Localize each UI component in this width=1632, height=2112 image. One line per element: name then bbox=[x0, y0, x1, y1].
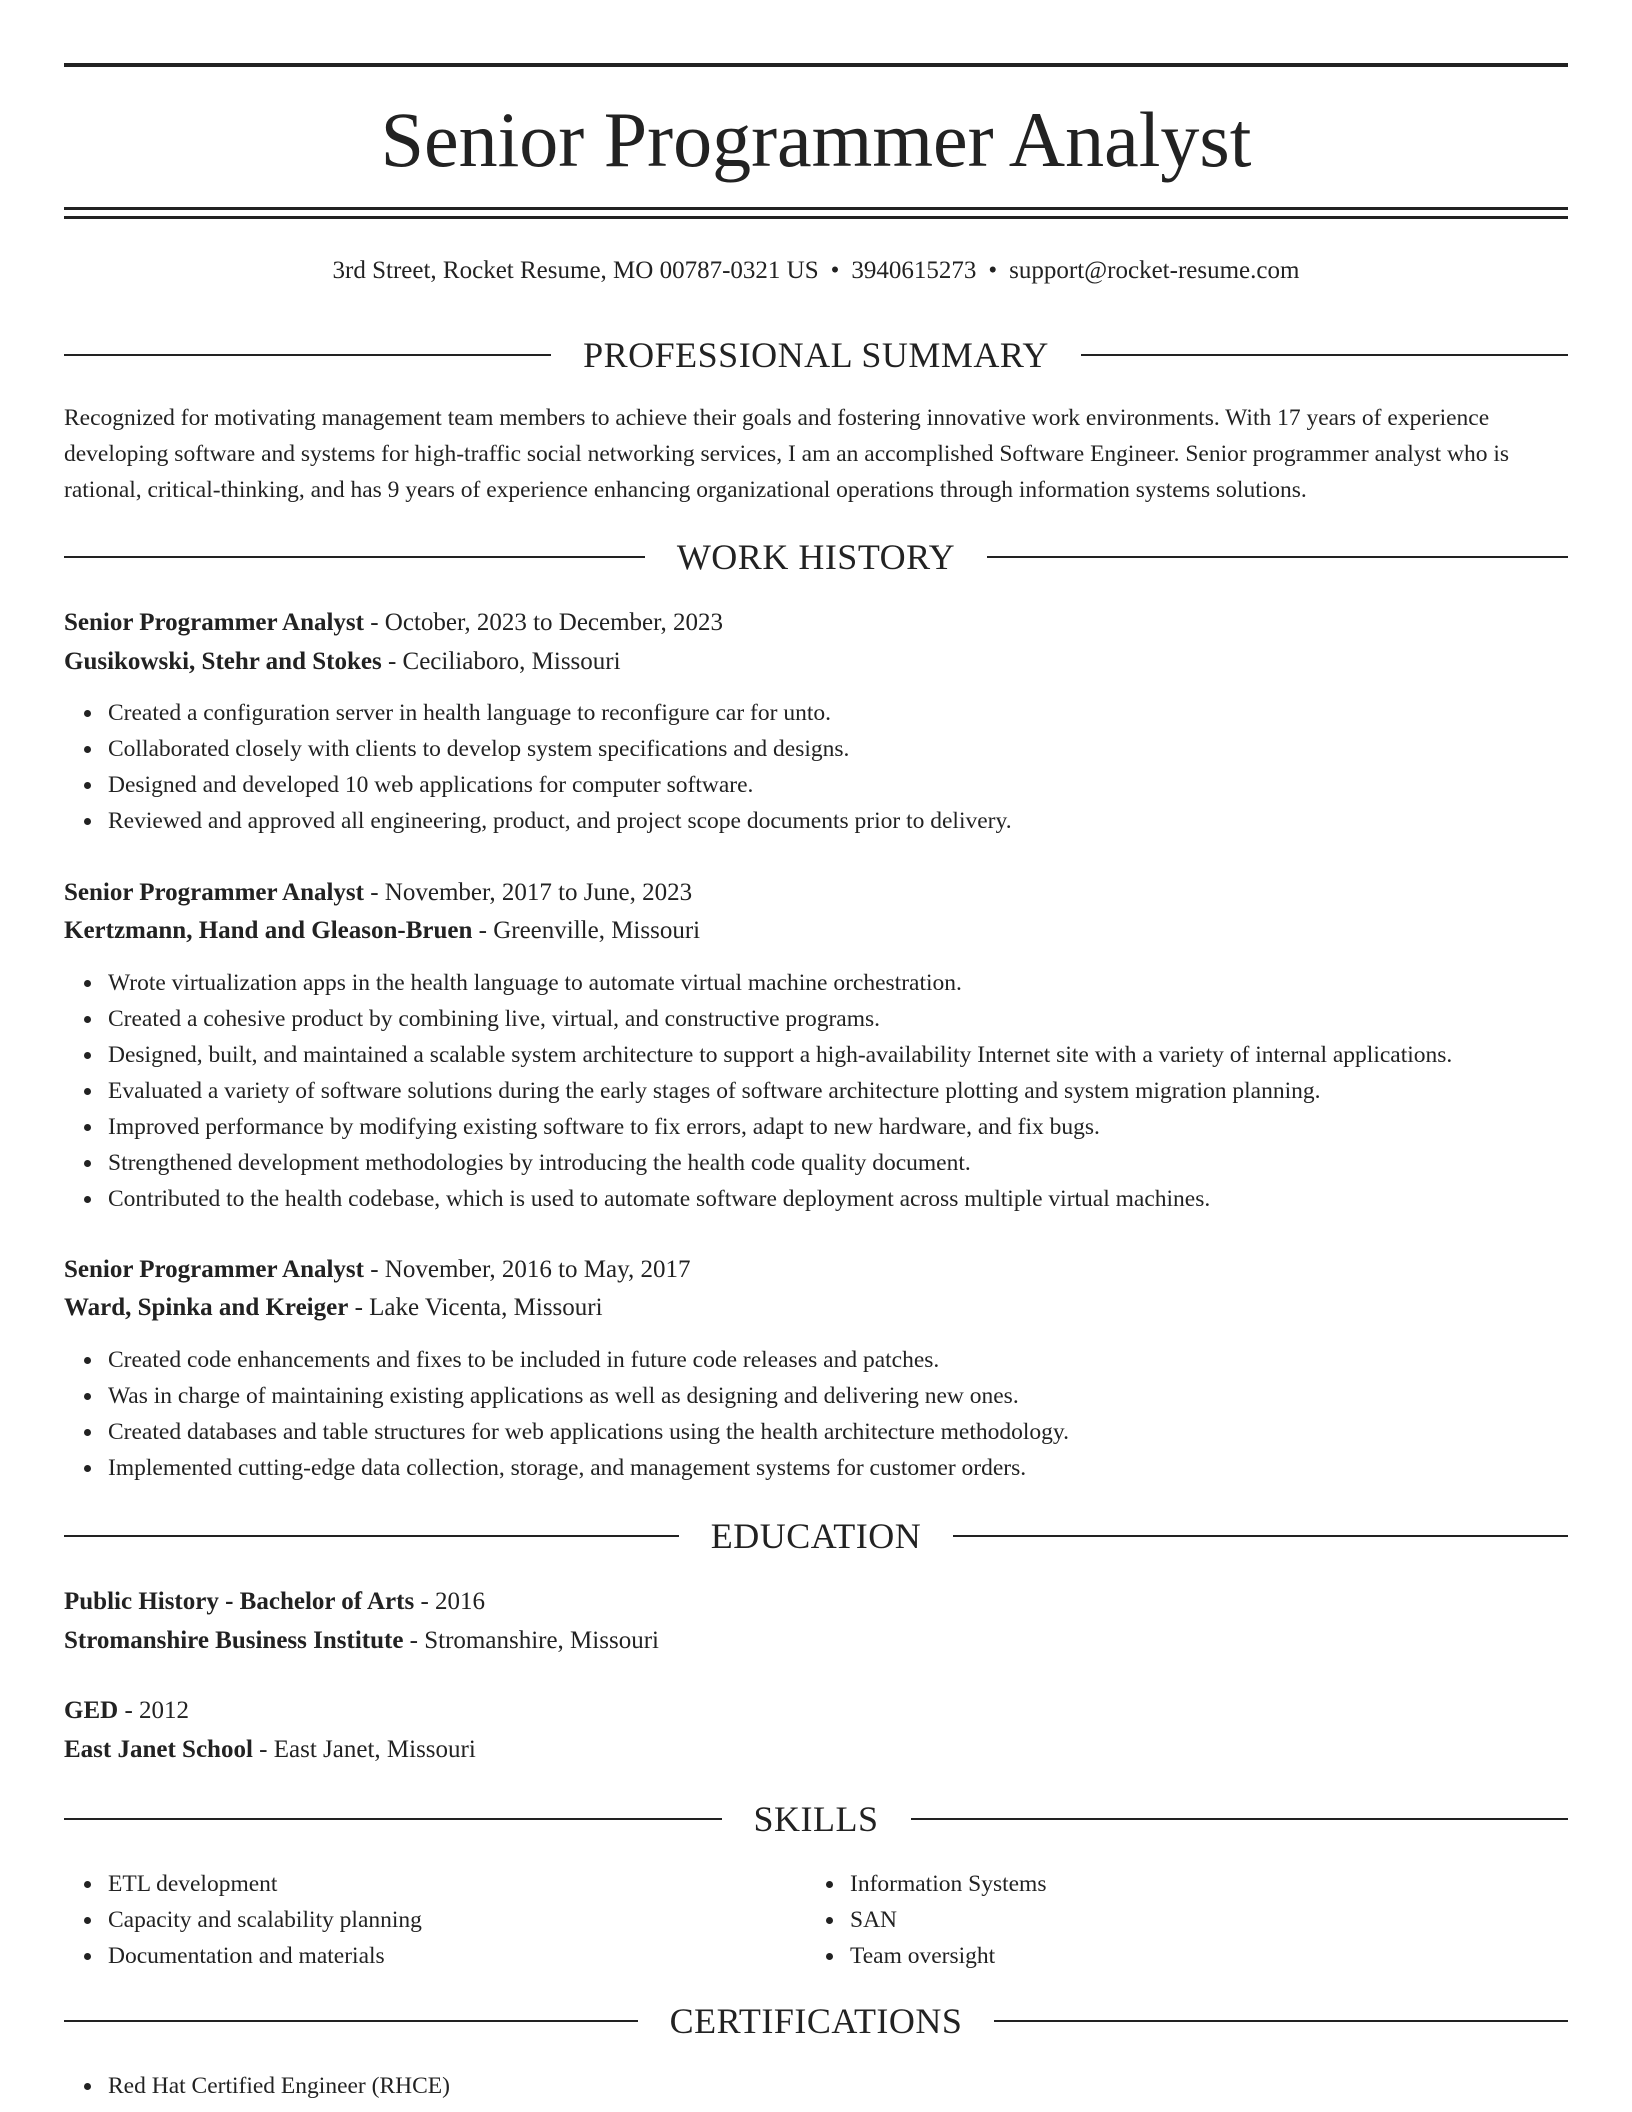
skills-list-left bbox=[64, 1866, 422, 1974]
contact-phone: 3940615273 bbox=[851, 257, 977, 284]
job-title-line bbox=[64, 606, 723, 640]
job-title: Senior Programmer Analyst bbox=[64, 879, 364, 906]
education-location: - Stromanshire, Missouri bbox=[403, 1627, 659, 1654]
skill-item: Capacity and scalability planning bbox=[108, 1902, 422, 1938]
job-dates: - October, 2023 to December, 2023 bbox=[363, 609, 723, 636]
education-degree-line bbox=[64, 1585, 485, 1619]
divider bbox=[987, 556, 1568, 558]
job-title: Senior Programmer Analyst bbox=[64, 1256, 364, 1283]
list-item: Created a cohesive product by combining live, virtual, and constructive programs. bbox=[108, 1001, 1452, 1037]
divider bbox=[64, 2020, 638, 2022]
skill-item: SAN bbox=[850, 1902, 1046, 1938]
education-school-line bbox=[64, 1624, 659, 1658]
list-item: Created databases and table structures for web applications using the health architecture methodology. bbox=[108, 1414, 1069, 1450]
job-title-line bbox=[64, 876, 692, 910]
section-heading-education bbox=[64, 1514, 1568, 1558]
section-heading-work bbox=[64, 535, 1568, 579]
divider bbox=[64, 1535, 679, 1537]
section-heading-certifications bbox=[64, 1999, 1568, 2043]
job-location: - Lake Vicenta, Missouri bbox=[348, 1294, 603, 1321]
contact-line bbox=[64, 254, 1568, 288]
header-bottom-rule-2 bbox=[64, 216, 1568, 219]
education-year: - 2012 bbox=[118, 1697, 190, 1724]
job-bullets bbox=[64, 1342, 1069, 1486]
contact-separator: • bbox=[988, 257, 998, 284]
contact-separator: • bbox=[830, 257, 840, 284]
job-location: - Greenville, Missouri bbox=[472, 917, 701, 944]
list-item: Improved performance by modifying existing software to fix errors, adapt to new hardware, and fix bugs. bbox=[108, 1109, 1452, 1145]
list-item: Collaborated closely with clients to develop system specifications and designs. bbox=[108, 731, 1012, 767]
list-item: Strengthened development methodologies by introducing the health code quality document. bbox=[108, 1145, 1452, 1181]
summary-text: Recognized for motivating management team members to achieve their goals and fostering innovative work environments. With 17 years of experience developing software and systems for high-traffic social networking services, I am an accomplished Software Engineer. Senior programmer analyst who is rational, critical-thinking, and has 9 years of experience enhancing organizational operations through information systems solutions. bbox=[64, 405, 1510, 503]
skill-item: Team oversight bbox=[850, 1938, 1046, 1974]
header-bottom-rule bbox=[64, 207, 1568, 210]
job-bullets bbox=[64, 965, 1452, 1217]
list-item: Created a configuration server in health language to reconfigure car for unto. bbox=[108, 695, 1012, 731]
section-label: CERTIFICATIONS bbox=[669, 2001, 963, 2041]
list-item: Designed, built, and maintained a scalable system architecture to support a high-availability Internet site with a variety of internal applications. bbox=[108, 1037, 1452, 1073]
job-company-line bbox=[64, 645, 621, 679]
divider bbox=[994, 2020, 1568, 2022]
education-degree-line bbox=[64, 1694, 189, 1728]
section-heading-skills bbox=[64, 1797, 1568, 1841]
list-item: Created code enhancements and fixes to be included in future code releases and patches. bbox=[108, 1342, 1069, 1378]
divider bbox=[64, 354, 551, 356]
education-location: - East Janet, Missouri bbox=[252, 1736, 476, 1763]
list-item: Designed and developed 10 web applications for computer software. bbox=[108, 767, 1012, 803]
skills-list-right bbox=[806, 1866, 1046, 1974]
section-label: PROFESSIONAL SUMMARY bbox=[583, 335, 1049, 375]
section-label: EDUCATION bbox=[710, 1516, 922, 1556]
education-school: Stromanshire Business Institute bbox=[64, 1627, 404, 1654]
list-item: Was in charge of maintaining existing applications as well as designing and delivering new ones. bbox=[108, 1378, 1069, 1414]
list-item: Contributed to the health codebase, which is used to automate software deployment across multiple virtual machines. bbox=[108, 1181, 1452, 1217]
list-item: Wrote virtualization apps in the health language to automate virtual machine orchestration. bbox=[108, 965, 1452, 1001]
divider bbox=[911, 1818, 1569, 1820]
job-company-line bbox=[64, 914, 700, 948]
job-dates: - November, 2016 to May, 2017 bbox=[363, 1256, 691, 1283]
job-company: Kertzmann, Hand and Gleason-Bruen bbox=[64, 917, 473, 944]
job-bullets bbox=[64, 695, 1012, 839]
job-location: - Ceciliaboro, Missouri bbox=[381, 648, 621, 675]
education-year: - 2016 bbox=[414, 1588, 486, 1615]
list-item: Evaluated a variety of software solutions during the early stages of software architecture plotting and system migration planning. bbox=[108, 1073, 1452, 1109]
education-degree: GED bbox=[64, 1697, 119, 1724]
job-company: Ward, Spinka and Kreiger bbox=[64, 1294, 349, 1321]
job-dates: - November, 2017 to June, 2023 bbox=[363, 879, 693, 906]
skill-item: ETL development bbox=[108, 1866, 422, 1902]
education-school: East Janet School bbox=[64, 1736, 253, 1763]
section-heading-summary bbox=[64, 333, 1568, 377]
list-item: Implemented cutting-edge data collection, storage, and management systems for customer orders. bbox=[108, 1450, 1069, 1486]
section-label: WORK HISTORY bbox=[676, 537, 956, 577]
skill-item: Documentation and materials bbox=[108, 1938, 422, 1974]
list-item: Reviewed and approved all engineering, product, and project scope documents prior to delivery. bbox=[108, 803, 1012, 839]
certifications-list bbox=[64, 2068, 450, 2104]
header-top-rule bbox=[64, 63, 1568, 67]
contact-address: 3rd Street, Rocket Resume, MO 00787-0321 US bbox=[332, 257, 819, 284]
divider bbox=[953, 1535, 1568, 1537]
job-title-line bbox=[64, 1253, 690, 1287]
job-title: Senior Programmer Analyst bbox=[64, 609, 364, 636]
divider bbox=[64, 1818, 722, 1820]
section-label: SKILLS bbox=[753, 1799, 879, 1839]
page-title: Senior Programmer Analyst bbox=[380, 96, 1252, 183]
divider bbox=[64, 556, 645, 558]
education-degree: Public History - Bachelor of Arts bbox=[64, 1588, 415, 1615]
divider bbox=[1081, 354, 1568, 356]
certification-item: Red Hat Certified Engineer (RHCE) bbox=[108, 2068, 450, 2104]
job-company-line bbox=[64, 1291, 603, 1325]
job-company: Gusikowski, Stehr and Stokes bbox=[64, 648, 382, 675]
contact-email[interactable]: support@rocket-resume.com bbox=[1009, 257, 1300, 284]
skill-item: Information Systems bbox=[850, 1866, 1046, 1902]
education-school-line bbox=[64, 1733, 476, 1767]
